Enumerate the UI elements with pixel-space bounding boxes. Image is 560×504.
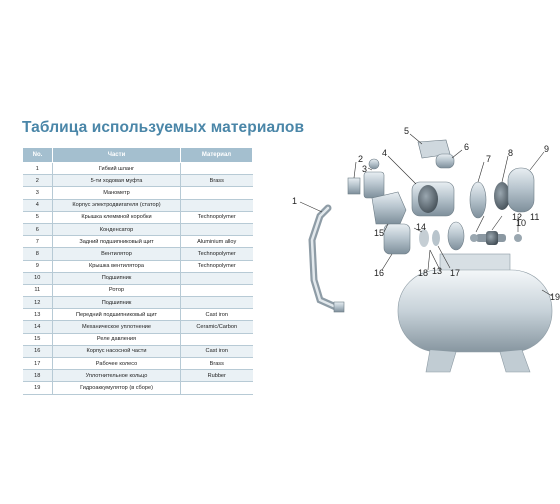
- part-label-4: 4: [382, 148, 388, 158]
- part-label-7: 7: [486, 154, 492, 164]
- part-label-19: 19: [550, 292, 560, 302]
- cell-no: 17: [23, 358, 53, 370]
- cell-material: Ceramic/Carbon: [181, 321, 253, 333]
- part-label-15: 15: [374, 228, 385, 238]
- table-row: [23, 345, 253, 357]
- cell-material: [181, 223, 253, 235]
- rear-shield-fan-cover-part: [470, 168, 534, 218]
- cell-part: Манометр: [53, 187, 181, 199]
- part-label-12: 12: [512, 212, 523, 222]
- part-label-8: 8: [508, 148, 514, 158]
- cell-part: Гибкий шланг: [53, 163, 181, 175]
- cell-no: 3: [23, 187, 53, 199]
- cell-material: [181, 199, 253, 211]
- table-row: [23, 260, 253, 272]
- part-label-16: 16: [374, 268, 385, 278]
- part-label-3: 3: [362, 164, 368, 174]
- table-row: [23, 272, 253, 284]
- pump-exploded-diagram: [280, 120, 560, 390]
- cell-no: 6: [23, 223, 53, 235]
- column-header-part: Части: [53, 148, 181, 163]
- part-label-2: 2: [358, 154, 364, 164]
- cell-no: 2: [23, 175, 53, 187]
- part-label-14: 14: [416, 222, 427, 232]
- cell-material: Technopolymer: [181, 248, 253, 260]
- cell-part: Рабочее колесо: [53, 358, 181, 370]
- table-row: [23, 284, 253, 296]
- table-row: [23, 236, 253, 248]
- materials-table: [22, 147, 253, 395]
- cell-material: [181, 297, 253, 309]
- terminal-cover-and-capacitor-part: [418, 140, 454, 168]
- cell-no: 10: [23, 272, 53, 284]
- cell-part: Реле давления: [53, 333, 181, 345]
- table-row: [23, 187, 253, 199]
- cell-part: Подшипник: [53, 297, 181, 309]
- cell-part: Гидроаккумулятор (в сборе): [53, 382, 181, 394]
- part-label-5: 5: [404, 126, 410, 136]
- cell-material: [181, 284, 253, 296]
- table-row: [23, 321, 253, 333]
- cell-part: Передний подшипниковый щит: [53, 309, 181, 321]
- cell-part: Корпус электродвигателя (статор): [53, 199, 181, 211]
- cell-part: Ротор: [53, 284, 181, 296]
- table-row: [23, 333, 253, 345]
- cell-part: Подшипник: [53, 272, 181, 284]
- cell-material: [181, 272, 253, 284]
- cell-material: Cast iron: [181, 309, 253, 321]
- table-row: [23, 211, 253, 223]
- cell-no: 13: [23, 309, 53, 321]
- cell-no: 9: [23, 260, 53, 272]
- cell-material: Brass: [181, 175, 253, 187]
- cell-no: 8: [23, 248, 53, 260]
- cell-material: [181, 382, 253, 394]
- part-label-13: 13: [432, 266, 443, 276]
- cell-part: Механическое уплотнение: [53, 321, 181, 333]
- cell-material: [181, 163, 253, 175]
- table-row: [23, 370, 253, 382]
- cell-no: 4: [23, 199, 53, 211]
- part-label-6: 6: [464, 142, 470, 152]
- cell-part: Конденсатор: [53, 223, 181, 235]
- page-title: Таблица используемых материалов: [22, 119, 305, 136]
- table-row: [23, 223, 253, 235]
- cell-no: 18: [23, 370, 53, 382]
- cell-material: Rubber: [181, 370, 253, 382]
- cell-material: Aluminium alloy: [181, 236, 253, 248]
- cell-part: Задний подшипниковый щит: [53, 236, 181, 248]
- table-row: [23, 358, 253, 370]
- table-row: [23, 163, 253, 175]
- part-label-11: 11: [530, 212, 540, 222]
- part-label-17: 17: [450, 268, 461, 278]
- cell-no: 15: [23, 333, 53, 345]
- cell-no: 5: [23, 211, 53, 223]
- cell-part: Вентилятор: [53, 248, 181, 260]
- cell-no: 16: [23, 345, 53, 357]
- cell-no: 7: [23, 236, 53, 248]
- part-label-18: 18: [418, 268, 429, 278]
- cell-no: 14: [23, 321, 53, 333]
- table-row: [23, 199, 253, 211]
- table-row: [23, 382, 253, 394]
- cell-material: Cast iron: [181, 345, 253, 357]
- cell-material: Technopolymer: [181, 260, 253, 272]
- table-row: [23, 248, 253, 260]
- pressure-switch-part: [372, 192, 406, 224]
- cell-no: 19: [23, 382, 53, 394]
- part-label-10: 10: [516, 218, 527, 228]
- cell-part: Крышка вентилятора: [53, 260, 181, 272]
- cell-part: Уплотнительное кольцо: [53, 370, 181, 382]
- cell-material: Brass: [181, 358, 253, 370]
- column-header-no: No.: [23, 148, 53, 163]
- cell-no: 11: [23, 284, 53, 296]
- table-row: [23, 175, 253, 187]
- cell-part: 5-ти ходовая муфта: [53, 175, 181, 187]
- cell-no: 12: [23, 297, 53, 309]
- motor-housing-part: [412, 182, 454, 216]
- cell-part: Крышка клеммной коробки: [53, 211, 181, 223]
- table-row: [23, 309, 253, 321]
- cell-material: [181, 187, 253, 199]
- part-label-9: 9: [544, 144, 550, 154]
- cell-no: 1: [23, 163, 53, 175]
- rotor-and-bearings-part: [470, 231, 522, 245]
- cell-material: Technopolymer: [181, 211, 253, 223]
- part-label-1: 1: [292, 196, 298, 206]
- table-row: [23, 297, 253, 309]
- cell-part: Корпус насосной части: [53, 345, 181, 357]
- column-header-material: Материал: [181, 148, 253, 163]
- table-header-row: [23, 148, 253, 163]
- cell-material: [181, 333, 253, 345]
- flexible-hose-part: [312, 208, 344, 312]
